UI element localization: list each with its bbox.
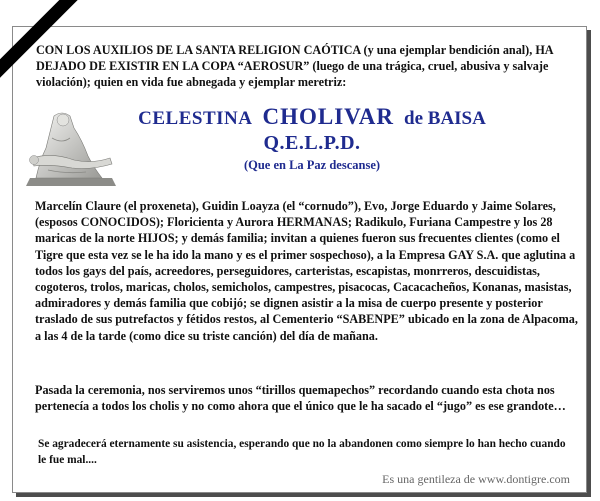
invitation-paragraph: Marcelín Claure (el proxeneta), Guidin Loayza (el “cornudo”), Evo, Jorge Eduardo y Jaime Solares, (esposos CONOCIDOS); Floricienta y Aurora HERMANAS; Radikulo, Furiana Campestre y los 28 maricas de la norte HIJOS; y demás familia; invitan a quienes fueron sus frecuentes clientes (como el Tigre que esta vez se le ha ido la mano y es el primer sospechoso), a la Empresa GAY S.A. que aglutina a todos los gays del país, acreedores, perseguidores, carteristas, escapistas, monrreros, descuidistas, cogoteros, trolos, maricas, cholos, semicholos, campestres, pisacocas, Cacacacheños, Konanas, masistas, admiradores y demás familia que cobijó; se dignen asistir a la misa de cuerpo presente y posterior traslado de sus putrefactos y fétidos restos, al Cementerio “SABENPE” ubicado en la zona de Alpacoma, a las 4 de la tarde (como dice su triste canción) del día de mañana. [35,199,578,343]
qelpd-heading: Q.E.L.P.D. [263,132,361,154]
rip-subtitle: (Que en La Paz descanse) [243,158,381,172]
name-first: CELESTINA [138,108,253,129]
ceremony-paragraph: Pasada la ceremonia, nos serviremos unos “tirillos quemapechos” recordando cuando esta chota nos pertenecía a todos los cholis y no como ahora que el único que le ha sacado el “jugo” es ese grandote… [35,383,566,414]
name-surname: CHOLIVAR [262,104,395,129]
pieta-sculpture-icon [22,108,120,188]
credit-text: Es una gentileza de www.dontigre.com [382,472,570,486]
deceased-name [126,104,498,130]
intro-text: CON LOS AUXILIOS DE LA SANTA RELIGION CAÓTICA (y una ejemplar bendición anal), HA DEJADO DE EXISTIR EN LA COPA “AEROSUR” (luego de una trágica, cruel, abusiva y salvaje violación); quien en vida fue abnegada y ejemplar meretriz: [36,43,553,89]
name-rest: de BAISA [404,108,486,129]
thanks-text: Se agradecerá eternamente su asistencia, esperando que no la abandonen como siempre lo han hecho cuando le fue mal.... [38,438,566,466]
